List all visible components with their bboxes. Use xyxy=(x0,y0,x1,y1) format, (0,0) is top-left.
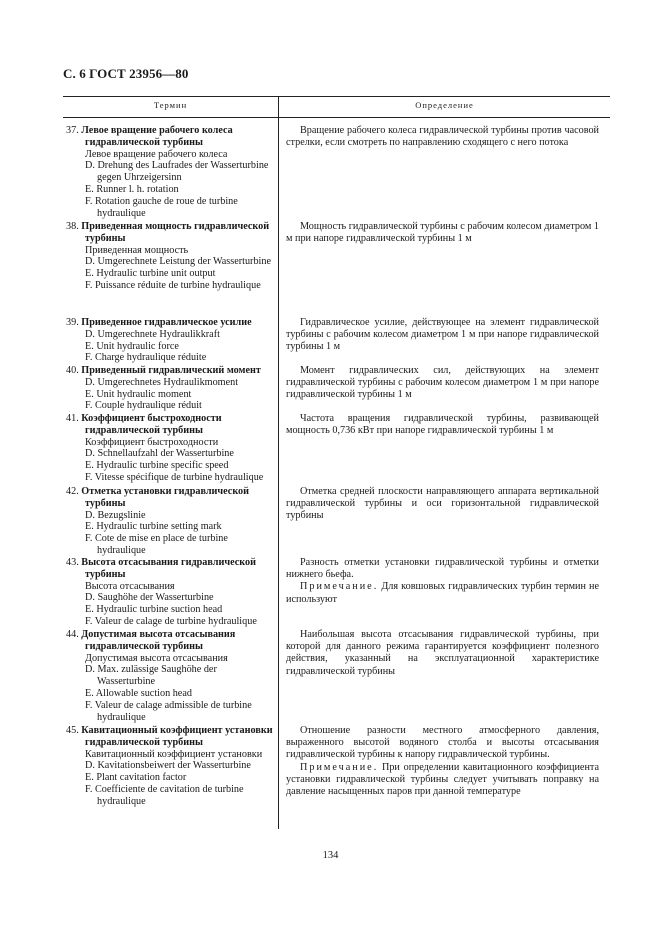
term-english: E. Allowable suction head xyxy=(85,687,192,699)
page-header: С. 6 ГОСТ 23956—80 xyxy=(63,66,189,81)
term-french: F. Puissance réduite de turbine hydraulique xyxy=(85,279,261,291)
term-german: D. Saughöhe der Wasserturbine xyxy=(85,592,214,604)
term-entry-38 xyxy=(66,221,275,292)
term-number: 44. xyxy=(66,629,79,640)
term-english: E. Hydraulic turbine unit output xyxy=(85,268,216,280)
term-short-form: Коэффициент быстроходности xyxy=(85,436,219,448)
definition-text: Мощность гидравлической турбины с рабочим колесом диаметром 1 м при напоре гидравлической турбины 1 м xyxy=(286,221,599,245)
term-number: 38. xyxy=(66,221,79,232)
definition-note xyxy=(286,762,599,799)
table-header-rule xyxy=(63,117,610,118)
note-text: Для ковшовых гидравлических турбин термин не используют xyxy=(286,581,599,605)
term-entry-39 xyxy=(66,317,275,364)
definition-38 xyxy=(286,221,599,245)
term-number: 42. xyxy=(66,486,79,497)
column-header-terms: Термин xyxy=(153,100,188,110)
definition-44 xyxy=(286,629,599,678)
term-english: E. Hydraulic turbine setting mark xyxy=(85,521,222,533)
term-short-form: Кавитационный коэффициент установки xyxy=(85,748,263,760)
term-title: Приведенное гидравлическое усилие xyxy=(81,317,252,328)
term-entry-43 xyxy=(66,557,275,628)
term-short-form: Допустимая высота отсасывания xyxy=(85,652,228,664)
term-german: D. Drehung des Laufrades der Wasserturbine gegen Uhrzeigersinn xyxy=(85,160,269,184)
definition-text: Вращение рабочего колеса гидравлической турбины против часовой стрелки, если смотреть по направлению сходящего с него потока xyxy=(286,125,599,149)
definition-text: Момент гидравлических сил, действующих на элемент гидравлической турбины с рабочим колесом диаметром 1 м при напоре гидравлической турбины 1 м xyxy=(286,365,599,401)
definition-text: Отметка средней плоскости направляющего аппарата вертикальной гидравлической турбины и оси горизонтальной гидравлической турбины xyxy=(286,486,599,522)
definition-43 xyxy=(286,557,599,606)
term-german: D. Umgerechnete Leistung der Wasserturbine xyxy=(85,256,271,268)
term-english: E. Hydraulic turbine specific speed xyxy=(85,460,229,472)
term-english: E. Unit hydraulic force xyxy=(85,340,179,352)
term-number: 39. xyxy=(66,317,79,328)
term-title: Кавитационный коэффициент установки гидравлической турбины xyxy=(81,725,273,748)
term-french: F. Valeur de calage admissible de turbine hydraulique xyxy=(85,699,252,723)
definition-37 xyxy=(286,125,599,149)
definition-45 xyxy=(286,725,599,798)
term-number: 43. xyxy=(66,557,79,568)
term-english: E. Hydraulic turbine suction head xyxy=(85,604,223,616)
term-german: D. Max. zulässige Saughöhe der Wasserturbine xyxy=(85,664,217,688)
term-french: F. Coefficiente de cavitation de turbine hydraulique xyxy=(85,783,244,807)
definition-text: Наибольшая высота отсасывания гидравлической турбины, при которой для данного режима гарантируется коэффициент полезного действия, указанный на эксплуатационной характеристике гидравлической турбины xyxy=(286,629,599,677)
term-french: F. Rotation gauche de roue de turbine hydraulique xyxy=(85,195,238,219)
note-label: Примечание. xyxy=(300,581,379,593)
term-french: F. Couple hydraulique réduit xyxy=(85,400,202,412)
term-title: Левое вращение рабочего колеса гидравлической турбины xyxy=(81,125,233,148)
term-english: E. Plant cavitation factor xyxy=(85,772,187,784)
term-title: Допустимая высота отсасывания гидравлической турбины xyxy=(81,629,236,652)
term-entry-37 xyxy=(66,125,275,219)
column-separator xyxy=(278,96,279,829)
term-french: F. Vitesse spécifique de turbine hydraulique xyxy=(85,471,264,483)
term-entry-42 xyxy=(66,486,275,557)
note-label: Примечание. xyxy=(300,761,379,773)
term-entry-40 xyxy=(66,365,275,412)
definition-39 xyxy=(286,317,599,354)
term-title: Высота отсасывания гидравлической турбины xyxy=(81,557,256,580)
term-german: D. Umgerechnete Hydraulikkraft xyxy=(85,328,220,340)
term-entry-41 xyxy=(66,413,275,484)
term-short-form: Высота отсасывания xyxy=(85,580,175,592)
definition-note xyxy=(286,581,599,605)
term-number: 41. xyxy=(66,413,79,424)
term-french: F. Valeur de calage de turbine hydraulique xyxy=(85,615,257,627)
note-text: При определении кавитационного коэффициента установки гидравлической турбины следует учитывать поправку на давление насыщенных паров при данной температуре xyxy=(286,761,599,798)
term-title: Коэффициент быстроходности гидравлической турбины xyxy=(81,413,222,436)
column-header-definitions: Определение xyxy=(415,100,474,110)
term-english: E. Runner l. h. rotation xyxy=(85,183,179,195)
table-top-rule xyxy=(63,96,610,97)
term-french: F. Charge hydraulique réduite xyxy=(85,352,207,364)
term-german: D. Umgerechnetes Hydraulikmoment xyxy=(85,376,239,388)
term-title: Приведенный гидравлический момент xyxy=(81,365,261,376)
definition-text: Гидравлическое усилие, действующее на элемент гидравлической турбины с рабочим колесом диаметром 1 м при напоре гидравлической турбины 1 м xyxy=(286,317,599,353)
definition-text: Отношение разности местного атмосферного давления, выраженного высотой водяного столба и высоты отсасывания гидравлической турбины к напору гидравлической турбины. xyxy=(286,725,599,761)
term-german: D. Schnellaufzahl der Wasserturbine xyxy=(85,448,234,460)
term-number: 37. xyxy=(66,125,79,136)
term-entry-44 xyxy=(66,629,275,723)
definition-text: Разность отметки установки гидравлической турбины и отметки нижнего бьефа. xyxy=(286,557,599,581)
term-number: 45. xyxy=(66,725,79,736)
definition-text: Частота вращения гидравлической турбины, развивающей мощность 0,736 кВт при напоре гидравлической турбины 1 м xyxy=(286,413,599,437)
term-german: D. Bezugslinie xyxy=(85,509,146,521)
page-number: 134 xyxy=(322,850,339,861)
term-english: E. Unit hydraulic moment xyxy=(85,388,192,400)
definition-40 xyxy=(286,365,599,402)
term-title: Отметка установки гидравлической турбины xyxy=(81,486,250,509)
term-title: Приведенная мощность гидравлической турбины xyxy=(81,221,270,244)
definition-42 xyxy=(286,486,599,523)
term-short-form: Приведенная мощность xyxy=(85,244,189,256)
term-entry-45 xyxy=(66,725,275,808)
term-french: F. Cote de mise en place de turbine hydraulique xyxy=(85,533,228,556)
term-short-form: Левое вращение рабочего колеса xyxy=(85,148,228,160)
term-german: D. Kavitationsbeiwert der Wasserturbine xyxy=(85,760,251,772)
definition-41 xyxy=(286,413,599,437)
term-number: 40. xyxy=(66,365,79,376)
